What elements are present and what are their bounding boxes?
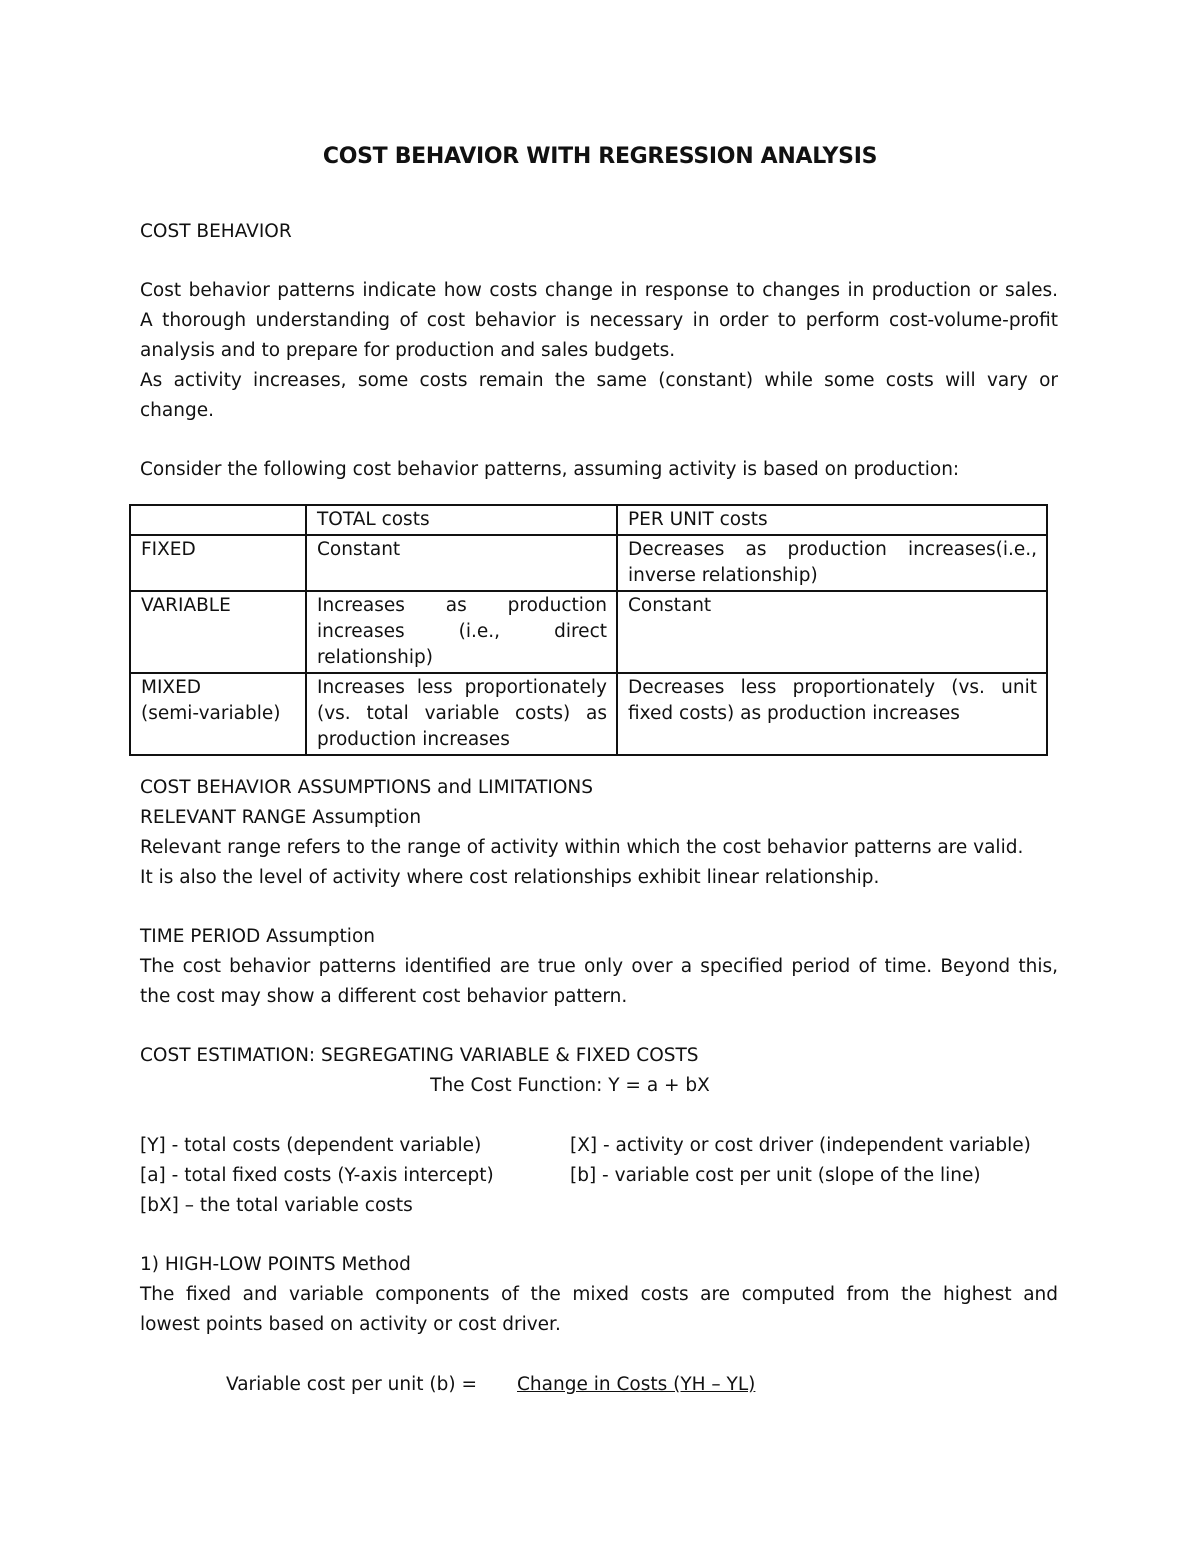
table-header-cell: PER UNIT costs xyxy=(617,505,1047,535)
paragraph-line: the cost may show a different cost behavior pattern. xyxy=(140,986,628,1007)
cell-line: Constant xyxy=(317,539,401,560)
row-label-cell xyxy=(130,535,306,591)
paragraph-line: It is also the level of activity where cost relationships exhibit linear relationship. xyxy=(140,867,880,888)
paragraph-line: The fixed and variable components of the mixed costs are computed from the highest and xyxy=(140,1284,1058,1305)
document-title: COST BEHAVIOR WITH REGRESSION ANALYSIS xyxy=(322,144,878,169)
time-period-paragraph xyxy=(140,952,1058,1012)
relevant-range-paragraph xyxy=(140,833,1058,893)
paragraph-line: A thorough understanding of cost behavior is necessary in order to perform cost-volume-profit xyxy=(140,310,1058,331)
cell-line: VARIABLE xyxy=(141,595,231,616)
estimation-heading: COST ESTIMATION: SEGREGATING VARIABLE & FIXED COSTS xyxy=(140,1045,699,1066)
cost-behavior-table xyxy=(129,504,1048,756)
row-label-cell xyxy=(130,591,306,673)
cell-line: production increases xyxy=(317,729,510,750)
paragraph-line: lowest points based on activity or cost driver. xyxy=(140,1314,561,1335)
paragraph-line: Cost behavior patterns indicate how costs change in response to changes in production or sales. xyxy=(140,280,1058,301)
table-row xyxy=(130,591,1047,673)
formula-label: Variable cost per unit (b) = xyxy=(226,1374,477,1395)
paragraph-line: analysis and to prepare for production and sales budgets. xyxy=(140,340,676,361)
cell-line: (semi-variable) xyxy=(141,703,281,724)
cost-function: The Cost Function: Y = a + bX xyxy=(430,1075,710,1096)
total-cost-cell xyxy=(306,673,617,755)
definition-x: [X] - activity or cost driver (independent variable) xyxy=(570,1135,1031,1156)
paragraph-line: As activity increases, some costs remain the same (constant) while some costs will vary or xyxy=(140,370,1058,391)
table-row xyxy=(130,673,1047,755)
paragraph-line: The cost behavior patterns identified are true only over a specified period of time. Beyond this, xyxy=(140,956,1058,977)
cell-line: inverse relationship) xyxy=(628,565,818,586)
cell-line: relationship) xyxy=(317,647,433,668)
cell-line: (vs. total variable costs) as xyxy=(317,703,607,724)
total-cost-cell xyxy=(306,535,617,591)
formula-numerator: Change in Costs (YH – YL) xyxy=(517,1374,756,1395)
section-heading-cost-behavior: COST BEHAVIOR xyxy=(140,221,292,242)
cell-line: Constant xyxy=(628,595,712,616)
paragraph-line: Relevant range refers to the range of activity within which the cost behavior patterns are valid. xyxy=(140,837,1024,858)
definition-y: [Y] - total costs (dependent variable) xyxy=(140,1135,482,1156)
cell-line: FIXED xyxy=(141,539,196,560)
cell-line: Decreases less proportionately (vs. unit xyxy=(628,677,1037,698)
definition-a: [a] - total fixed costs (Y-axis intercept) xyxy=(140,1165,494,1186)
table-row xyxy=(130,535,1047,591)
cell-line: Increases less proportionately xyxy=(317,677,607,698)
cell-line: increases (i.e., direct xyxy=(317,621,607,642)
cell-line: Increases as production xyxy=(317,595,607,616)
total-cost-cell xyxy=(306,591,617,673)
intro-paragraph xyxy=(140,276,1058,426)
per-unit-cost-cell xyxy=(617,673,1047,755)
definition-b: [b] - variable cost per unit (slope of the line) xyxy=(570,1165,981,1186)
assumptions-heading: COST BEHAVIOR ASSUMPTIONS and LIMITATIONS xyxy=(140,777,594,798)
per-unit-cost-cell xyxy=(617,535,1047,591)
method1-heading: 1) HIGH-LOW POINTS Method xyxy=(140,1254,411,1275)
consider-line: Consider the following cost behavior patterns, assuming activity is based on production: xyxy=(140,459,960,480)
time-period-heading: TIME PERIOD Assumption xyxy=(140,926,375,947)
cell-line: MIXED xyxy=(141,677,202,698)
definition-bx: [bX] – the total variable costs xyxy=(140,1195,413,1216)
cell-line: fixed costs) as production increases xyxy=(628,703,960,724)
per-unit-cost-cell xyxy=(617,591,1047,673)
table-header-row xyxy=(130,505,1047,535)
paragraph-line: change. xyxy=(140,400,214,421)
cell-line: Decreases as production increases(i.e., xyxy=(628,539,1037,560)
table-header-cell xyxy=(130,505,306,535)
relevant-range-heading: RELEVANT RANGE Assumption xyxy=(140,807,422,828)
method1-paragraph xyxy=(140,1280,1058,1340)
row-label-cell xyxy=(130,673,306,755)
table-header-cell: TOTAL costs xyxy=(306,505,617,535)
